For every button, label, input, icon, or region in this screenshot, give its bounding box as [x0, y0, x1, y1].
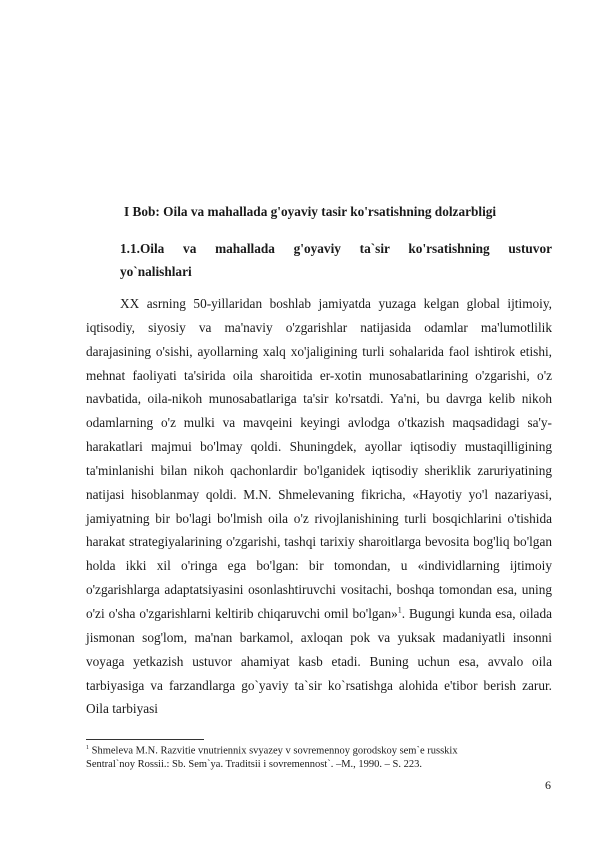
- chapter-title: I Bob: Oila va mahallada g'oyaviy tasir ko'rsatishning dolzarbligi: [124, 204, 497, 219]
- body-paragraph-part-2: . Bugungi kunda esa, oilada jismonan sog'lom, ma'nan barkamol, axloqan pok va yuksak madaniyatli insonni voyaga yetkazish ustuvor ahamiyat kasb etadi. Buning uchun esa, avvalo oila tarbiyasiga va farzandlarga go`yaviy ta`sir ko`rsatishga alohida e'tibor berish zarur. Oila tarbiyasi: [86, 605, 552, 717]
- section-title: [120, 237, 552, 283]
- footnote: [86, 742, 552, 771]
- footnote-line-1: Shmeleva M.N. Razvitie vnutriennix svyazey v sovremennoy gorodskoy sem`e russkix: [91, 745, 458, 757]
- page-number: 6: [545, 778, 551, 792]
- section-title-line-1: 1.1.Oila va mahallada g'oyaviy ta`sir ko'rsatishning ustuvor: [120, 241, 552, 256]
- footnote-divider: [86, 739, 204, 740]
- footnote-line-2: Sentral`noy Rossii.: Sb. Sem`ya. Traditsii i sovremennost`. –M., 1990. – S. 223.: [86, 758, 423, 770]
- footnote-reference[interactable]: 1: [397, 605, 402, 615]
- footnote-marker: 1: [86, 745, 89, 751]
- section-title-line-2: yo`nalishlari: [120, 264, 192, 279]
- body-paragraph: [86, 292, 552, 721]
- body-paragraph-part-1: XX asrning 50-yillaridan boshlab jamiyatda yuzaga kelgan global ijtimoiy, iqtisodiy, siyosiy va ma'naviy o'zgarishlar natijasida odamlar ma'lumotlilik darajasining o'sishi, ayollarning xalq xo'jaligining turli sohalarida faol ishtirok etishi, mehnat faoliyati ta'sirida oila sharoitida er-xotin munosabatlarining o'zgarishi, o'z navbatida, oila-nikoh munosabatlariga ta'sir ko'rsatdi. Ya'ni, bu davrga kelib nikoh odamlarning o'z mulki va mavqeini keyingi avlodga o'tkazish maqsadidagi sa'y-harakatlari majmui bo'lmay qoldi. Shuningdek, ayollar iqtisodiy mustaqilligining ta'minlanishi bilan nikoh qachonlardir bo'lganidek iqtisodiy sheriklik zaruriyatining natijasi hisoblanmay qoldi. M.N. Shmelevaning fikricha, «Hayotiy yo'l nazariyasi, jamiyatning bir bo'lagi bo'lmish oila o'z rivojlanishining turli bosqichlarini o'tishida harakat strategiyalarining o'zgarishi, tashqi tarixiy sharoitlarga bevosita bog'liq bo'lgan holda ikki xil o'ringa ega bo'lgan: bir tomondan, u «individlarning ijtimoiy o'zgarishlarga adaptatsiyasini osonlashtiruvchi vositachi, boshqa tomondan esa, uning o'zi o'sha o'zgarishlarni keltirib chiqaruvchi omil bo'lgan»: [86, 296, 552, 621]
